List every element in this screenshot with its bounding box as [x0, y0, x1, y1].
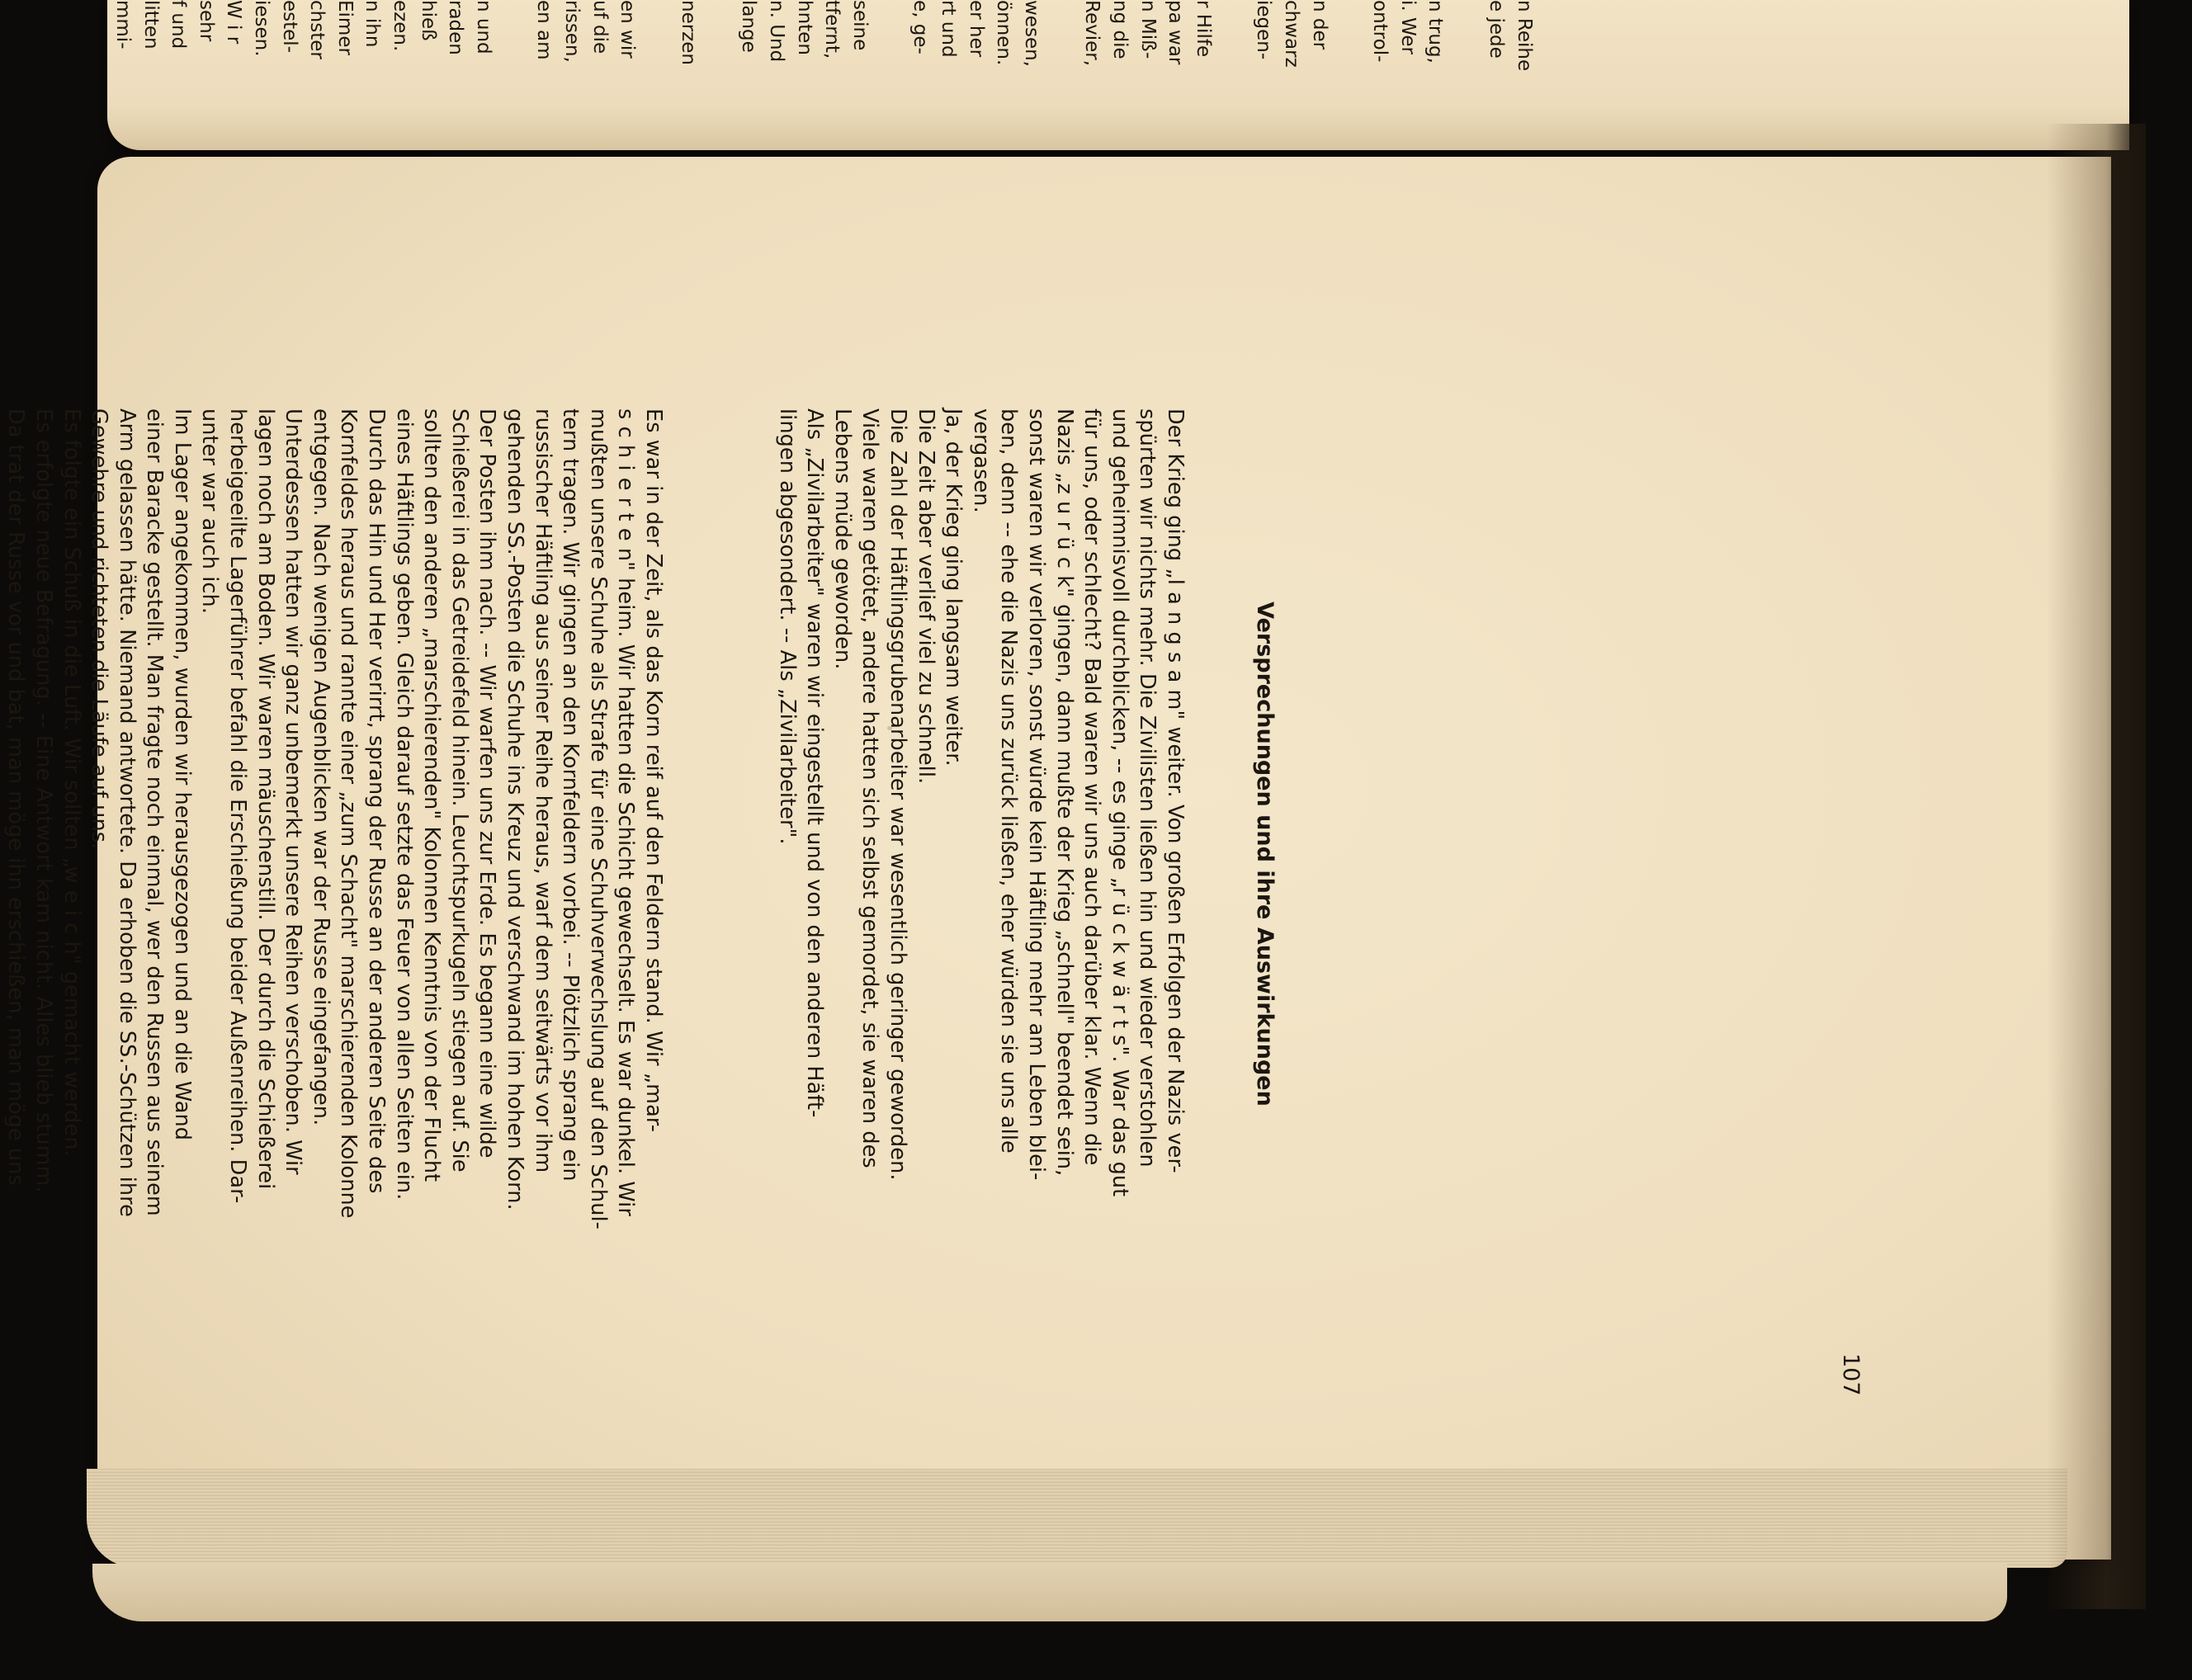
- previous-page-fragment: n und: [472, 0, 494, 54]
- text-line: Durch das Hin und Her verirrt, sprang der Russe an der anderen Seite des: [364, 408, 390, 1194]
- text-line: [0, 408, 2, 1300]
- previous-page-fragment: uf die: [588, 0, 611, 54]
- text-line: Nazis „z u r ü c k" gingen, dann mußte der Krieg „schnell" beendet sein,: [1051, 408, 1077, 1177]
- text-line: Viele waren getötet, andere hatten sich selbst gemordet, sie waren des: [857, 408, 883, 1168]
- page-text-rotated: [3, 157, 2111, 1560]
- previous-page-fragment: e jede: [1486, 0, 1507, 59]
- previous-page-fragment: hnten: [793, 0, 815, 55]
- previous-page-fragment: n Miß-: [1136, 0, 1159, 59]
- previous-page-fragment: lange: [738, 0, 760, 53]
- previous-page-fragment: er her: [965, 0, 987, 58]
- text-line: vergasen.: [968, 408, 994, 513]
- text-line: gehenden SS.-Posten die Schuhe ins Kreuz und verschwand im hohen Korn.: [503, 408, 528, 1210]
- text-line: spürten wir nichts mehr. Die Zivilisten ließen hin und wieder verstohlen: [1135, 408, 1160, 1168]
- previous-page-fragment: ng die: [1109, 0, 1131, 59]
- previous-page-fragment: iegen-: [1253, 0, 1275, 60]
- previous-page-fragment: pa war: [1164, 0, 1187, 65]
- text-line: Gewehre und richteten die Läufe auf uns.: [87, 408, 112, 850]
- text-line: ben, denn -- ehe die Nazis uns zurück ließen, eher würden sie uns alle: [996, 408, 1022, 1154]
- previous-page-fragment: n ihn: [361, 0, 384, 48]
- text-line: Arm gelassen hätte. Niemand antwortete. Da erhoben die SS.-Schützen ihre: [114, 408, 139, 1217]
- section-heading: Versprechungen und ihre Auswirkungen: [1252, 602, 1278, 1107]
- lower-section: [772, 408, 1188, 1300]
- previous-page-fragment: önnen.: [993, 0, 1015, 66]
- text-line: einer Baracke gestellt. Man fragte noch einmal, wer den Russen aus seinem: [142, 408, 168, 1216]
- text-line: mußten unsere Schuhe als Strafe für eine Schuhverwechslung auf den Schul-: [585, 408, 611, 1229]
- text-line: Lebens müde geworden.: [829, 408, 855, 670]
- text-line: lingen abgesondert. -- Als „Zivilarbeiter".: [774, 408, 800, 845]
- page-number: 107: [1838, 1353, 1864, 1396]
- previous-page-fragment: en am: [533, 0, 555, 60]
- text-line: Da trat der Russe vor und bat, man möge ihn erschießen, man möge uns: [3, 408, 29, 1186]
- text-line: eines Häftlings geben. Gleich darauf setzte das Feuer von allen Seiten ein.: [391, 408, 417, 1201]
- text-line: Kornfeldes heraus und rannte einer „zum Schacht" marschierenden Kolonne: [336, 408, 361, 1219]
- previous-page-text: [0, 0, 2192, 149]
- previous-page-fragment: nerzen: [677, 0, 699, 65]
- previous-page-fragment: iesen.: [251, 0, 272, 57]
- text-line: und geheimnisvoll durchblicken, -- es ginge „r ü c k w ä r t s". War das gut: [1107, 408, 1132, 1197]
- previous-page-fragment: Revier,: [1081, 0, 1103, 67]
- previous-page-fragment: r Hilfe: [1192, 0, 1214, 58]
- previous-page-fragment: rt und: [938, 0, 959, 58]
- text-line: Es erfolgte neue Befragung. -- Eine Antwort kam nicht. Alles blieb stumm.: [31, 408, 56, 1193]
- text-line: Die Zahl der Häftlingsgrubenarbeiter war wesentlich geringer geworden.: [886, 408, 911, 1181]
- page-edge-bottom: [92, 1564, 2007, 1621]
- previous-page-fragment: f und: [168, 0, 190, 50]
- previous-page-fragment: n der: [1308, 0, 1330, 50]
- text-line: Als „Zivilarbeiter" waren wir eingestellt und von den anderen Häft-: [802, 408, 828, 1118]
- previous-page-fragment: ezen.: [390, 0, 411, 52]
- previous-page-fragment: Eimer: [333, 0, 356, 55]
- text-line: russischer Häftling aus seiner Reihe heraus, warf dem seitwärts vor ihm: [530, 408, 555, 1173]
- upper-section: [0, 408, 667, 1300]
- text-line: tern tragen. Wir gingen an den Kornfeldern vorbei. -- Plötzlich sprang ein: [558, 408, 583, 1182]
- previous-page-fragment: wesen,: [1020, 0, 1042, 67]
- text-line: Es folgte ein Schuß in die Luft. Wir sollten „w e i c h" gemacht werden.: [59, 408, 84, 1157]
- previous-page-fragment: litten: [139, 0, 162, 50]
- previous-page-fragment: seine: [848, 0, 871, 51]
- text-line: Der Posten ihm nach. -- Wir warfen uns zur Erde. Es begann eine wilde: [475, 408, 500, 1159]
- previous-page-fragment: n Reihe: [1513, 0, 1535, 72]
- text-line: für uns, oder schlecht? Bald waren wir uns auch darüber klar. Wenn die: [1079, 408, 1105, 1166]
- previous-page-fragment: n trug,: [1424, 0, 1447, 64]
- text-line: lagen noch am Boden. Wir waren mäuschenstill. Der durch die Schießerei: [253, 408, 278, 1190]
- previous-page-fragment: i. Wer: [1396, 0, 1419, 55]
- text-line: unter war auch ich.: [197, 408, 223, 615]
- previous-page-fragment: sehr: [195, 0, 217, 42]
- paper-speck: [1089, 945, 1093, 948]
- previous-page-fragment: tfernt,: [821, 0, 843, 59]
- text-line: Schießerei in das Getreidefeld hinein. Leuchtspurkugeln stiegen auf. Sie: [446, 408, 472, 1173]
- previous-page-fragment: W i r: [223, 0, 245, 45]
- text-line: Es war in der Zeit, als das Korn reif auf den Feldern stand. Wir „mar-: [641, 408, 666, 1133]
- text-line: s c h i e r t e n" heim. Wir hatten die Schicht gewechselt. Es war dunkel. Wir: [613, 408, 639, 1216]
- text-line: Der Krieg ging „l a n g s a m" weiter. Von großen Erfolgen der Nazis ver-: [1163, 408, 1188, 1173]
- text-line: herbeigeeilte Lagerführer befahl die Erschießung beider Außenreihen. Dar-: [225, 408, 251, 1204]
- text-line: Im Lager angekommen, wurden wir herausgezogen und an die Wand: [169, 408, 195, 1140]
- previous-page-fragment: estel-: [278, 0, 300, 53]
- previous-page-fragment: ontrol-: [1369, 0, 1391, 63]
- text-line: Die Zeit aber verlief viel zu schnell.: [913, 408, 938, 785]
- text-line: sonst waren wir verloren, sonst würde kein Häftling mehr am Leben blei-: [1024, 408, 1050, 1181]
- text-line: entgegen. Nach wenigen Augenblicken war der Russe eingefangen.: [308, 408, 333, 1126]
- previous-page-fragment: e, ge-: [909, 0, 932, 54]
- previous-page-fragment: en wir: [616, 0, 639, 59]
- previous-page-fragment: chster: [306, 0, 328, 59]
- previous-page-fragment: mmi-: [112, 0, 134, 50]
- previous-page-fragment: rissen,: [561, 0, 583, 63]
- text-line: sollten den anderen „marschierenden" Kolonnen Kenntnis von der Flucht: [419, 408, 445, 1182]
- paper-speck: [887, 726, 892, 730]
- text-line: Ja, der Krieg ging langsam weiter.: [941, 408, 966, 767]
- previous-page-fragment: hieß: [417, 0, 439, 41]
- previous-page-fragment: raden: [445, 0, 467, 55]
- previous-page-fragment: chwarz: [1281, 0, 1302, 68]
- text-line: Unterdessen hatten wir ganz unbemerkt unsere Reihen verschoben. Wir: [281, 408, 306, 1175]
- previous-page-fragment: n. Und: [766, 0, 787, 63]
